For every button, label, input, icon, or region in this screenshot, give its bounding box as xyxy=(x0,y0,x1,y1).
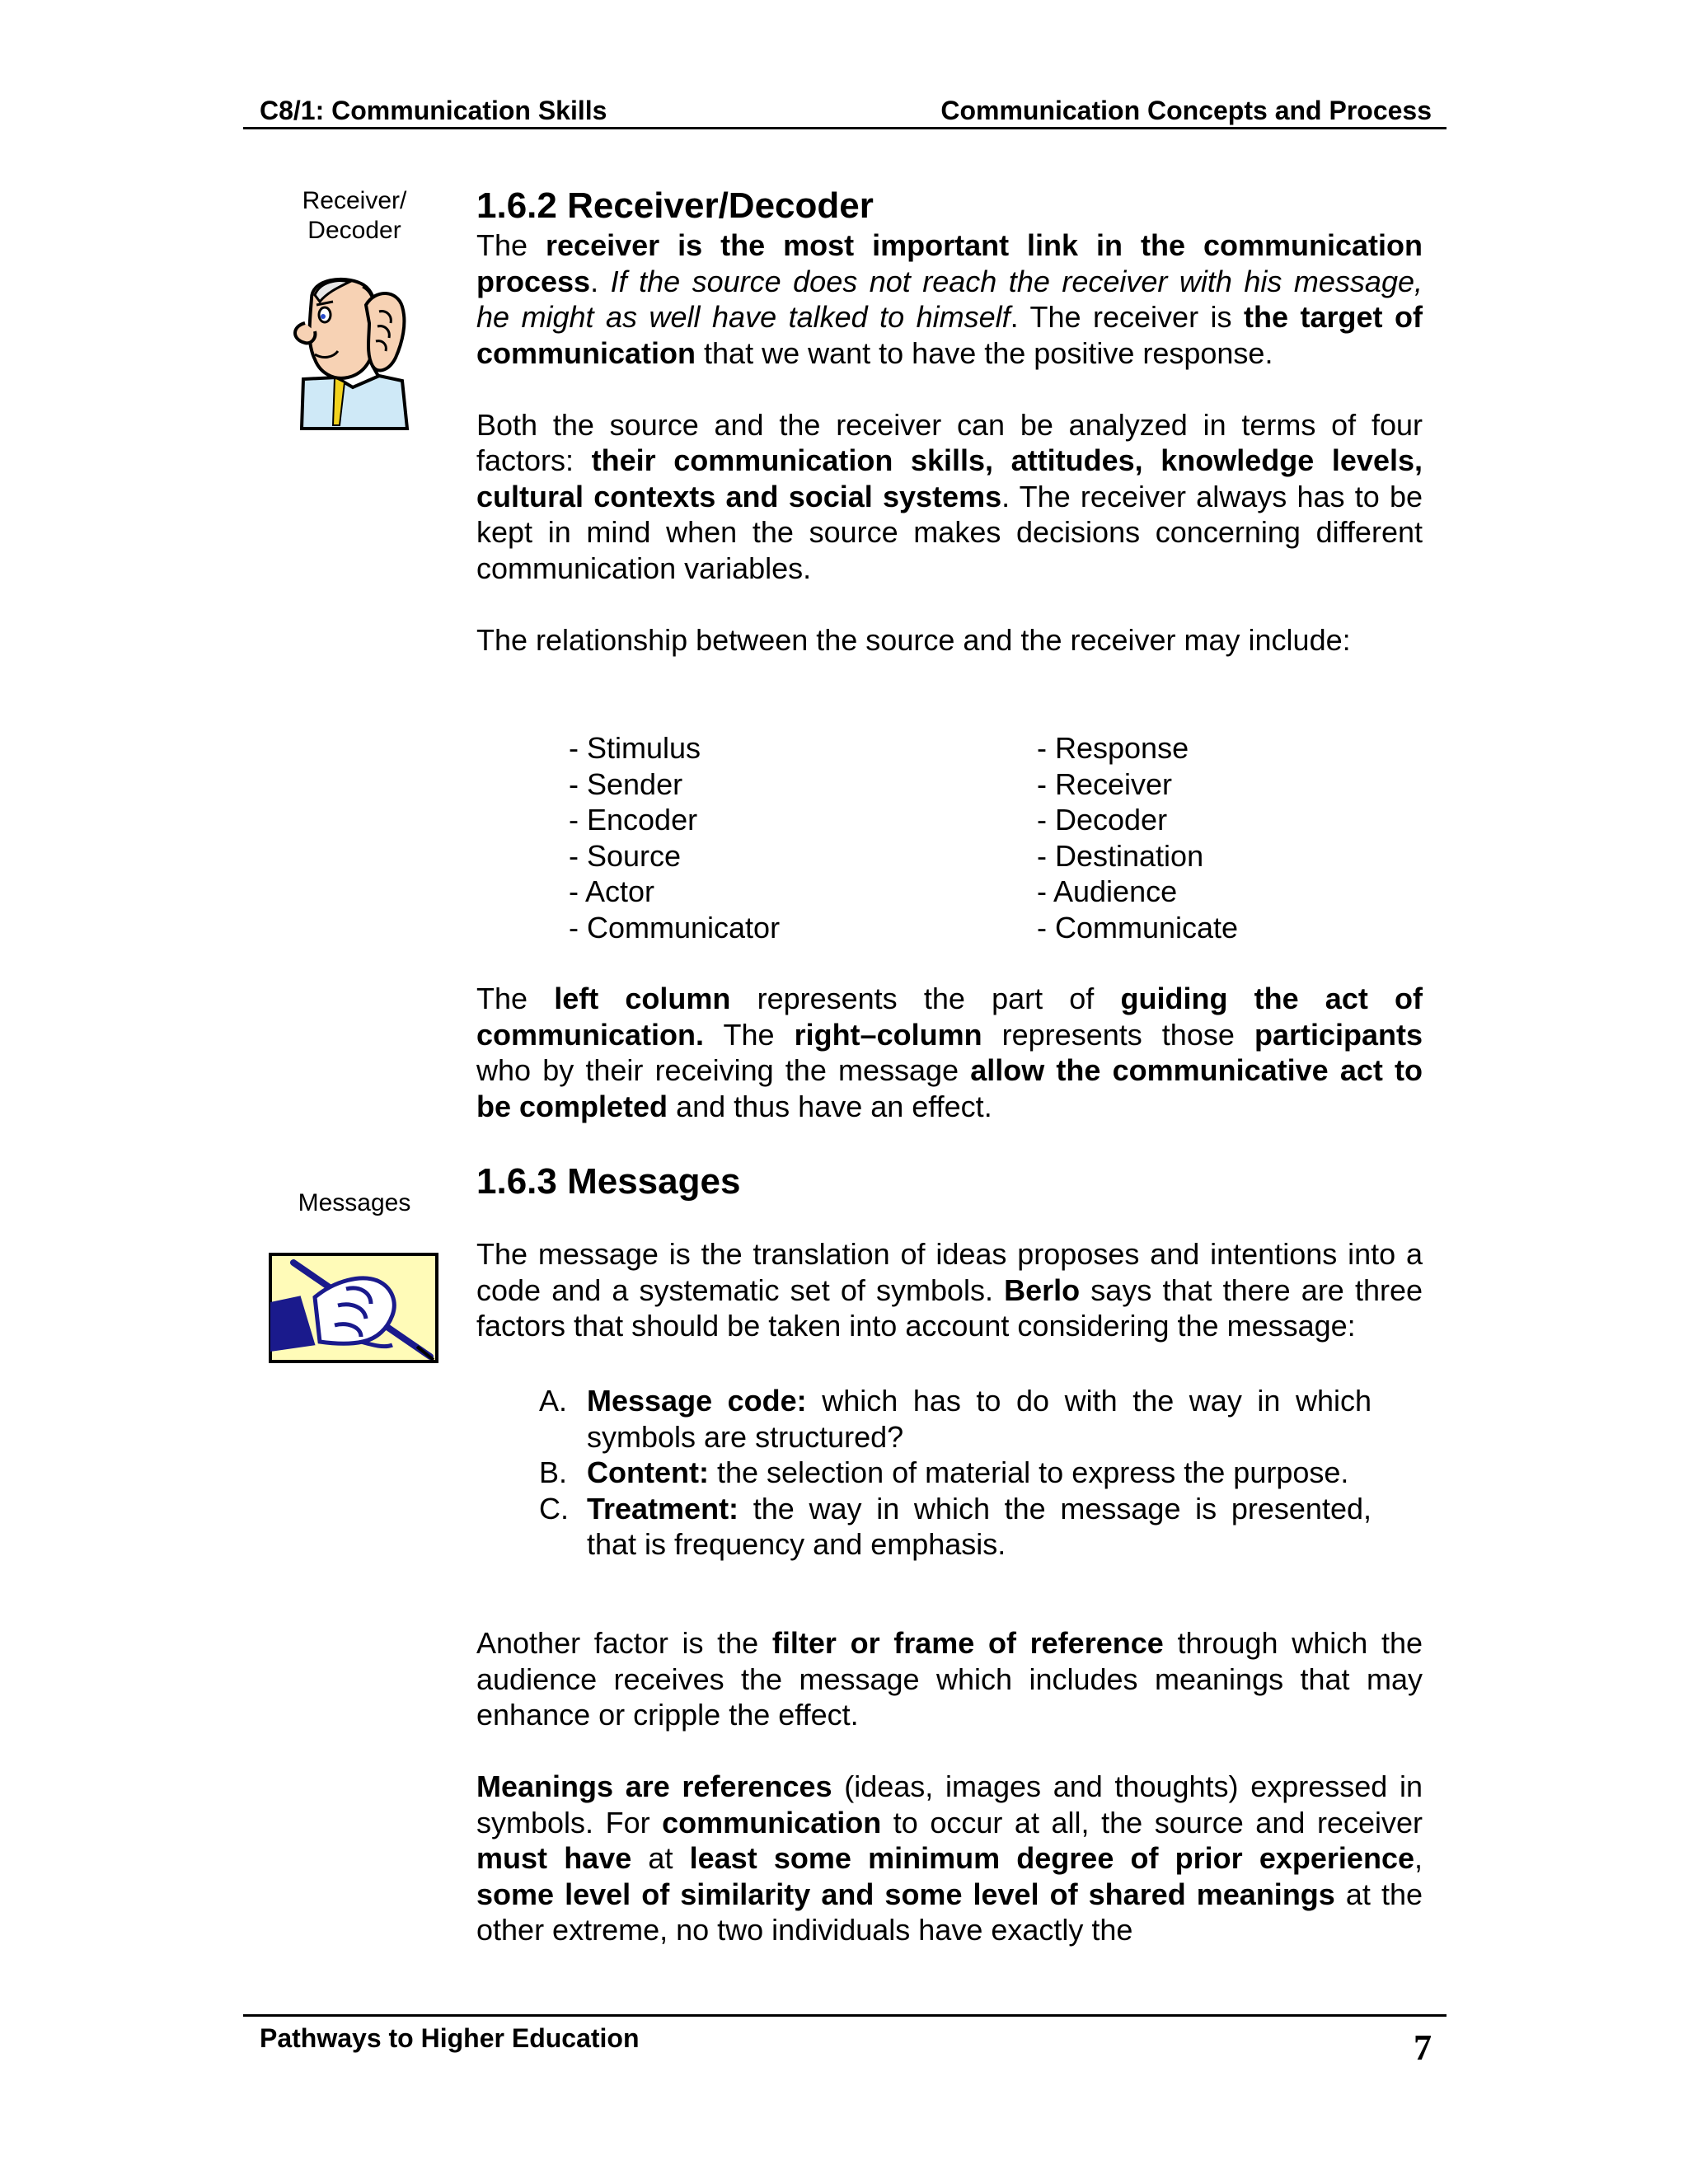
bold-run: participants xyxy=(1254,1017,1423,1052)
text-run: represents those xyxy=(982,1017,1254,1052)
section-messages xyxy=(476,1160,1423,1344)
list-item xyxy=(539,1455,1372,1491)
relationship-left-item: - Actor xyxy=(569,874,655,908)
list-item-letter: C. xyxy=(539,1491,569,1526)
bold-run: the target of communication xyxy=(476,300,1423,370)
bold-run: must have xyxy=(476,1841,632,1875)
text-run: who by their receiving the message xyxy=(476,1053,971,1087)
paragraph-relationship-intro: The relationship between the source and the receiver may include: xyxy=(476,622,1351,657)
margin-label-messages: Messages xyxy=(298,1189,411,1216)
text-run: The xyxy=(704,1017,795,1052)
paragraph-receiver-importance xyxy=(476,227,1423,371)
relationship-left-item: - Encoder xyxy=(569,803,698,837)
section-heading-receiver-decoder: 1.6.2 Receiver/Decoder xyxy=(476,185,874,226)
text-run: . The receiver always has to be kept in mind when the source makes decisions concerning different communication variables. xyxy=(476,479,1423,585)
bold-run: receiver is the most important link in the communication process xyxy=(476,228,1423,298)
message-factors-list xyxy=(539,1383,1372,1563)
page-header xyxy=(243,92,1447,129)
text-run: represents the part of xyxy=(730,982,1121,1015)
relationship-right-item: - Decoder xyxy=(1037,803,1168,837)
list-item-letter: A. xyxy=(539,1384,568,1418)
list-item xyxy=(569,802,1311,838)
text-run: and thus have an effect. xyxy=(668,1089,992,1123)
list-item xyxy=(569,766,1311,803)
header-chapter-title: Communication Concepts and Process xyxy=(940,96,1432,125)
margin-label-receiver-line2: Decoder xyxy=(307,217,401,244)
paragraph-meanings xyxy=(476,1769,1423,1948)
bold-run: some level of similarity and some level of shared meanings xyxy=(476,1877,1335,1911)
section-heading-messages: 1.6.3 Messages xyxy=(476,1161,741,1202)
bold-run: right–column xyxy=(794,1017,982,1052)
bold-run: guiding the act of communication. xyxy=(476,982,1423,1052)
footer-publication-title: Pathways to Higher Education xyxy=(260,2023,640,2053)
factor-term: Message code: xyxy=(587,1384,807,1418)
paragraph-columns-explained xyxy=(476,981,1423,1124)
bold-run: filter or frame of reference xyxy=(771,1626,1164,1660)
text-run: The xyxy=(476,982,555,1015)
text-run: Another factor is the xyxy=(476,1626,772,1660)
section-messages-continued xyxy=(476,1625,1423,1948)
list-item xyxy=(539,1491,1372,1563)
bold-run: left column xyxy=(554,982,731,1015)
bold-run: allow the communicative act to be completed xyxy=(476,1053,1423,1123)
relationship-left-item: - Sender xyxy=(569,766,683,801)
margin-label-receiver xyxy=(280,186,429,246)
margin-label-receiver-line1: Receiver/ xyxy=(302,187,407,214)
bold-run: communication xyxy=(662,1805,882,1840)
list-item xyxy=(569,838,1311,874)
bold-run: their communication skills, attitudes, knowledge levels, cultural contexts and social systems xyxy=(476,443,1423,513)
bold-run: Meanings are references xyxy=(476,1769,832,1803)
factor-term: Treatment: xyxy=(587,1491,739,1526)
relationship-right-item: - Receiver xyxy=(1037,766,1173,801)
text-run: . xyxy=(590,264,611,298)
paragraph-filter xyxy=(476,1625,1423,1733)
relationship-list xyxy=(569,730,1311,945)
text-run: , xyxy=(1414,1841,1423,1875)
text-run: . The receiver is xyxy=(1010,300,1245,334)
bold-run: Berlo xyxy=(1004,1272,1081,1307)
list-item xyxy=(539,1383,1372,1455)
text-run: The xyxy=(476,228,546,262)
text-run: Both the source and the receiver can be analyzed in terms of four factors: xyxy=(476,407,1423,477)
section-receiver-decoder xyxy=(476,185,1423,658)
relationship-left-item: - Source xyxy=(569,838,682,873)
list-item xyxy=(569,730,1311,766)
page-number: 7 xyxy=(1414,2027,1432,2068)
bold-run: least some minimum degree of prior experience xyxy=(689,1841,1414,1875)
relationship-left-item: - Stimulus xyxy=(569,731,701,765)
text-run: (ideas, images and thoughts) expressed in symbols. For xyxy=(476,1769,1423,1840)
relationship-left-item: - Communicator xyxy=(569,910,781,944)
italic-run: If the source does not reach the receiver with his message, he might as well have talked to himself xyxy=(476,264,1423,334)
text-run: The message is the translation of ideas proposes and intentions into a code and a systematic set of symbols. xyxy=(476,1237,1423,1307)
listening-man-icon xyxy=(287,272,410,430)
relationship-right-item: - Audience xyxy=(1037,874,1178,908)
relationship-right-item: - Response xyxy=(1037,731,1189,765)
factor-text: the way in which the message is presented, that is frequency and emphasis. xyxy=(587,1491,1372,1561)
text-run: at the other extreme, no two individuals have exactly the xyxy=(476,1877,1423,1947)
relationship-right-item: - Destination xyxy=(1037,838,1204,873)
factor-text: which has to do with the way in which symbols are structured? xyxy=(587,1384,1372,1454)
text-run: at xyxy=(631,1841,690,1875)
relationship-right-item: - Communicate xyxy=(1037,910,1239,944)
list-item xyxy=(569,910,1311,946)
header-course-title: C8/1: Communication Skills xyxy=(260,96,607,125)
page-footer xyxy=(243,2014,1447,2068)
list-item xyxy=(569,874,1311,910)
text-run: says that there are three factors that should be taken into account considering the message: xyxy=(476,1272,1423,1343)
writing-hand-icon xyxy=(269,1253,438,1363)
factor-text: the selection of material to express the purpose. xyxy=(708,1455,1349,1489)
list-item-letter: B. xyxy=(539,1455,568,1489)
paragraph-four-factors xyxy=(476,407,1423,587)
paragraph-columns xyxy=(476,981,1423,1124)
text-run: that we want to have the positive response. xyxy=(696,335,1273,370)
text-run: through which the audience receives the message which includes meanings that may enhance or cripple the effect. xyxy=(476,1626,1423,1732)
text-run: to occur at all, the source and receiver xyxy=(881,1805,1423,1840)
paragraph-message-definition xyxy=(476,1236,1423,1344)
factor-term: Content: xyxy=(587,1455,709,1489)
